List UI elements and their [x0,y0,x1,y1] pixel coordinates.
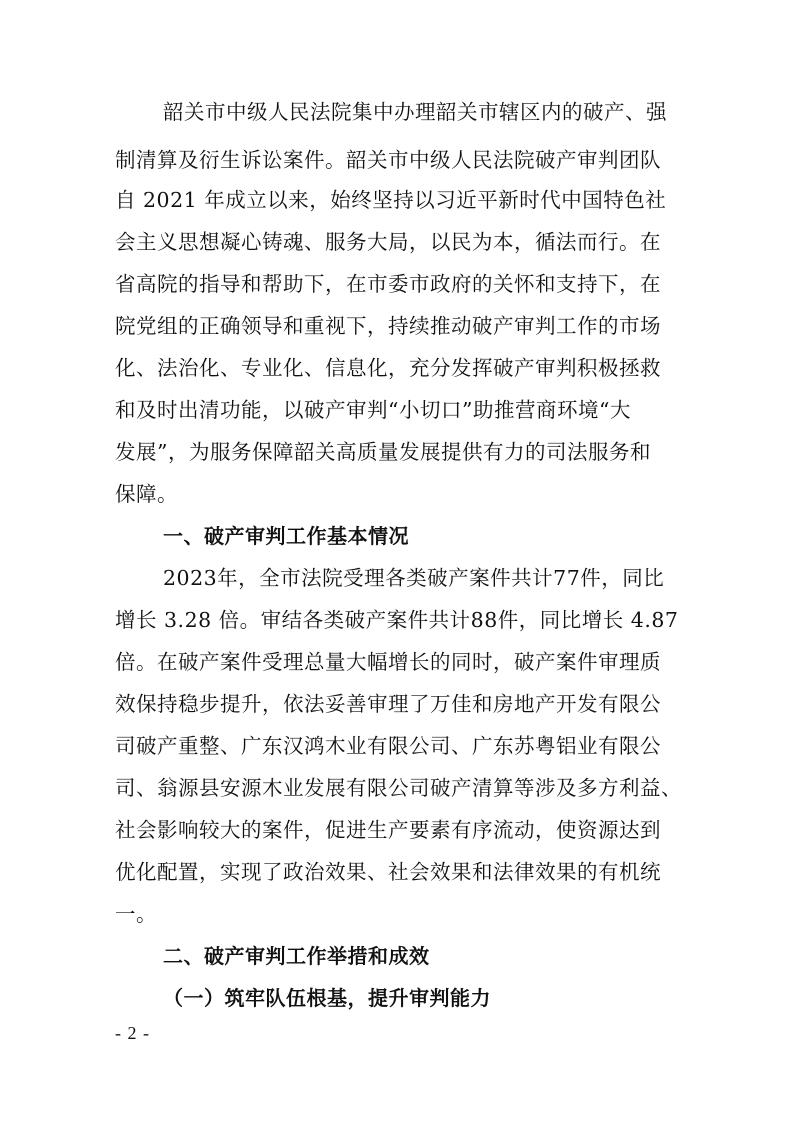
paragraph-1-line-2: 制清算及衍生诉讼案件。韶关市中级人民法院破产审判团队 [115,148,661,172]
paragraph-2-line-3: 倍。在破产案件受理总量大幅增长的同时，破产案件审理质 [115,650,661,674]
paragraph-1-line-1: 韶关市中级人民法院集中办理韶关市辖区内的破产、强 [163,100,667,124]
paragraph-1-line-5: 省高院的指导和帮助下，在市委市政府的关怀和支持下，在 [115,272,661,296]
section-heading-2: 二、破产审判工作举措和成效 [163,944,430,968]
paragraph-2-line-4: 效保持稳步提升，依法妥善审理了万佳和房地产开发有限公 [115,692,661,716]
paragraph-2-line-8: 优化配置，实现了政治效果、社会效果和法律效果的有机统 [115,860,661,884]
section-heading-1: 一、破产审判工作基本情况 [163,524,409,548]
subsection-heading-1: （一）筑牢队伍根基，提升审判能力 [163,986,491,1010]
paragraph-2-line-2: 增长 3.28 倍。审结各类破产案件共计88件，同比增长 4.87 [115,608,679,632]
paragraph-2-line-1: 2023年，全市法院受理各类破产案件共计77件，同比 [163,566,665,590]
page-number: - 2 - [115,1023,150,1043]
paragraph-2-line-9: 一。 [115,902,157,926]
paragraph-2-line-7: 社会影响较大的案件，促进生产要素有序流动，使资源达到 [115,818,661,842]
paragraph-1-line-10: 保障。 [115,482,178,506]
paragraph-1-line-7: 化、法治化、专业化、信息化，充分发挥破产审判积极拯救 [115,356,661,380]
paragraph-1-line-8: 和及时出清功能，以破产审判“小切口”助推营商环境“大 [115,398,631,422]
paragraph-1-line-6: 院党组的正确领导和重视下，持续推动破产审判工作的市场 [115,314,661,338]
paragraph-1-line-9: 发展”，为服务保障韶关高质量发展提供有力的司法服务和 [115,440,651,464]
paragraph-2-line-6: 司、翁源县安源木业发展有限公司破产清算等涉及多方利益、 [115,776,682,800]
paragraph-1-line-3: 自 2021 年成立以来，始终坚持以习近平新时代中国特色社 [115,188,667,212]
paragraph-1-line-4: 会主义思想凝心铸魂、服务大局，以民为本，循法而行。在 [115,230,661,254]
paragraph-2-line-5: 司破产重整、广东汉鸿木业有限公司、广东苏粤铝业有限公 [115,734,661,758]
